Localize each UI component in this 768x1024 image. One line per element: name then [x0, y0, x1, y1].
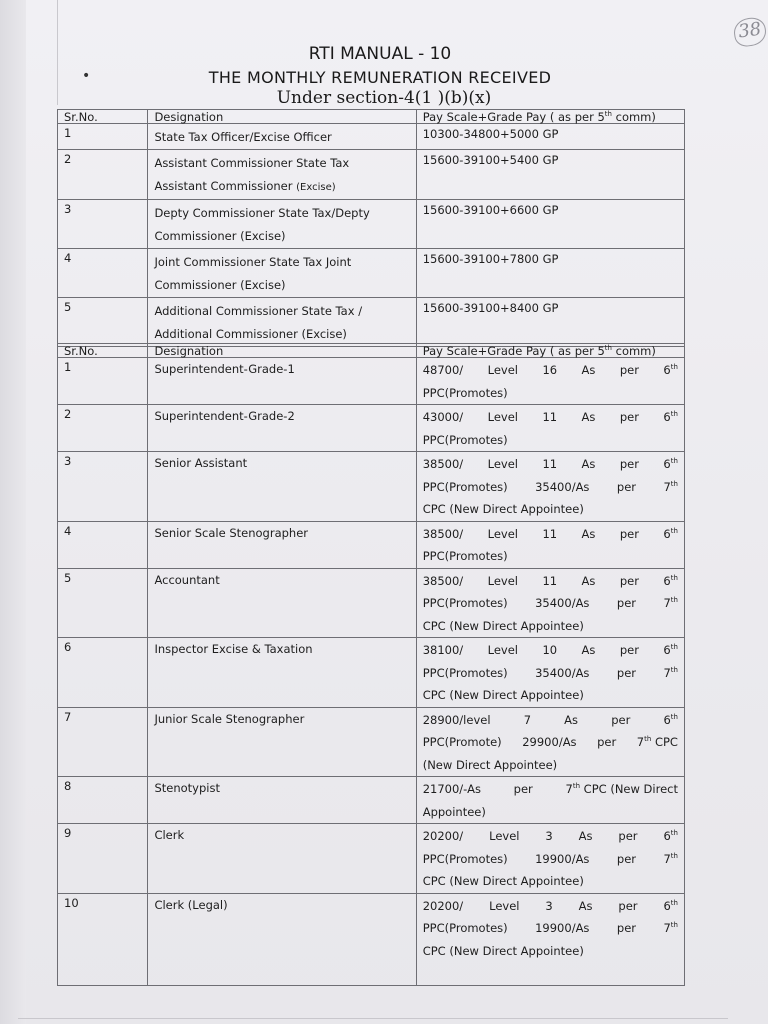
designation-cell: Superintendent-Grade-2 [148, 405, 416, 452]
pay-scale-word: 7th [663, 851, 678, 866]
ordinal-suffix: th [670, 921, 678, 929]
header-sr-no: Sr.No. [58, 344, 148, 358]
header-pay-text-end: comm) [611, 110, 656, 124]
pay-scale-line [423, 870, 678, 893]
pay-scale-cell: 15600-39100+6600 GP [416, 200, 684, 249]
remuneration-table-staff [57, 343, 685, 986]
pay-scale-word: Level [487, 526, 518, 541]
pay-scale-word: per [611, 712, 631, 727]
pay-scale-text: CPC (New Direct Appointee) [422, 688, 584, 702]
table-header-row [58, 344, 685, 358]
sr-no-cell: 9 [58, 824, 148, 894]
pay-scale-word: per [616, 596, 636, 610]
pay-scale-word: PPC(Promotes) [422, 479, 508, 494]
pay-scale-word: 16 [542, 363, 558, 377]
pay-scale-cell [416, 707, 684, 777]
ordinal-suffix: th [670, 410, 678, 418]
pay-scale-word: As [581, 573, 596, 588]
sr-no-cell: 7 [58, 707, 148, 777]
document-section: Under section-4(1 )(b)(x) [276, 88, 492, 108]
pay-scale-line [423, 778, 678, 801]
pay-scale-line [423, 406, 678, 429]
pay-scale-word: 43000/ [422, 410, 464, 424]
pay-scale-cell: 15600-39100+8400 GP [416, 298, 684, 347]
pay-scale-cell [416, 568, 684, 638]
sr-no-cell: 6 [58, 638, 148, 708]
pay-scale-word: 38500/ [422, 526, 464, 541]
pay-scale-word: PPC(Promote) [422, 735, 502, 749]
pay-scale-text [423, 406, 678, 429]
pay-scale-line [423, 592, 678, 615]
pay-scale-line [423, 731, 678, 754]
pay-scale-cell [416, 358, 684, 405]
pay-scale-line [423, 825, 678, 848]
pay-scale-word: per [619, 410, 639, 424]
pay-scale-word: 11 [542, 410, 558, 424]
pay-scale-word: 6th [663, 643, 678, 657]
designation-cell: State Tax Officer/Excise Officer [148, 124, 416, 150]
header-pay-text-end: comm) [611, 344, 656, 358]
pay-scale-word: 3 [545, 898, 553, 913]
ordinal-suffix: th [670, 712, 678, 721]
pay-scale-word: 20200/ [422, 829, 464, 843]
designation-line-suffix: (Excise) [296, 182, 336, 193]
pay-scale-word: 38500/ [422, 573, 464, 588]
designation-line: Joint Commissioner State Tax Joint [154, 255, 352, 269]
ordinal-suffix: th [670, 573, 678, 582]
pay-scale-text [423, 359, 678, 382]
pay-scale-word: 19900/As [535, 921, 590, 935]
pay-scale-word: As [581, 457, 596, 471]
ordinal-suffix: th [572, 782, 581, 790]
stray-ink-mark: • [82, 68, 91, 84]
pay-scale-word: per [618, 898, 638, 913]
page-fold-shadow [0, 0, 26, 1024]
pay-scale-word: per [619, 526, 639, 541]
sr-no-cell: 8 [58, 777, 148, 824]
designation-cell [148, 249, 416, 298]
pay-scale-line [423, 917, 678, 940]
pay-scale-word: 7th CPC [636, 735, 678, 749]
pay-scale-word: Level [487, 573, 518, 588]
designation-cell: Senior Assistant [148, 452, 416, 522]
pay-scale-text: PPC(Promotes) [422, 432, 508, 447]
pay-scale-cell [416, 893, 684, 985]
pay-scale-word: per [619, 573, 639, 588]
pay-scale-text: PPC(Promotes) [422, 549, 508, 563]
pay-scale-word: per [619, 643, 639, 657]
table-row [58, 124, 685, 150]
sr-no-cell: 2 [58, 405, 148, 452]
pay-scale-cell [416, 452, 684, 522]
table-row [58, 249, 685, 298]
table-row [58, 777, 685, 824]
table-row [58, 150, 685, 200]
pay-scale-word: Level [487, 363, 518, 377]
document-title: RTI MANUAL - 10 [308, 44, 452, 64]
pay-scale-word: 6th [663, 410, 678, 424]
pay-scale-text [423, 917, 678, 940]
header-sr-no: Sr.No. [58, 110, 148, 124]
pay-scale-word: per [513, 782, 533, 796]
pay-scale-line [423, 429, 678, 452]
pay-scale-text [423, 731, 678, 754]
ordinal-suffix: th [670, 526, 678, 535]
pay-scale-text [423, 592, 678, 615]
pay-scale-word: 6th [663, 712, 678, 727]
header-pay-text: Pay Scale+Grade Pay ( as per 5 [422, 344, 605, 358]
pay-scale-word: 10 [542, 643, 558, 657]
ordinal-suffix: th [670, 363, 678, 371]
pay-scale-text: CPC (New Direct Appointee) [422, 943, 584, 958]
pay-scale-line [423, 801, 678, 824]
pay-scale-word: per [618, 829, 638, 843]
header-pay-sup: th [604, 110, 612, 118]
designation-cell: Stenotypist [148, 777, 416, 824]
designation-cell: Junior Scale Stenographer [148, 707, 416, 777]
pay-scale-text: CPC (New Direct Appointee) [422, 874, 584, 888]
designation-line: Commissioner (Excise) [154, 229, 286, 243]
designation-cell: Senior Scale Stenographer [148, 521, 416, 568]
pay-scale-word: 19900/As [535, 851, 590, 866]
table-row [58, 893, 685, 985]
pay-scale-word: 35400/As [535, 596, 590, 610]
header-pay-sup: th [604, 344, 612, 352]
pay-scale-word: 6th [663, 363, 678, 377]
pay-scale-line [423, 684, 678, 707]
pay-scale-word: 35400/As [535, 479, 590, 494]
pay-scale-word: 7th [663, 921, 678, 935]
pay-scale-word: 11 [542, 526, 558, 541]
pay-scale-cell [416, 638, 684, 708]
pay-scale-word: 6th [663, 573, 678, 588]
pay-scale-word: As [581, 410, 596, 424]
pay-scale-text: Appointee) [422, 804, 486, 819]
pay-scale-word: 11 [542, 457, 558, 471]
pay-scale-word: PPC(Promotes) [422, 665, 508, 680]
pay-scale-cell: 15600-39100+5400 GP [416, 150, 684, 200]
designation-cell: Inspector Excise & Taxation [148, 638, 416, 708]
pay-scale-word: 21700/-As [422, 782, 481, 796]
table-header-row [58, 110, 685, 124]
ordinal-suffix: th [670, 665, 678, 674]
pay-scale-word: 7th [663, 665, 678, 680]
table-row [58, 200, 685, 249]
pay-scale-line [423, 709, 678, 732]
pay-scale-word: 29900/As [522, 735, 577, 749]
designation-cell [148, 150, 416, 200]
pay-scale-text [423, 523, 678, 546]
pay-scale-line [423, 570, 678, 593]
pay-scale-word: As [578, 898, 593, 913]
pay-scale-text [423, 639, 678, 662]
pay-scale-word: As [578, 829, 593, 843]
pay-scale-word: 28900/level [422, 712, 491, 727]
pay-scale-line [423, 382, 678, 405]
ordinal-suffix: th [670, 479, 678, 488]
header-designation: Designation [148, 344, 416, 358]
pay-scale-line [423, 940, 678, 963]
table-row [58, 358, 685, 405]
pay-scale-word: PPC(Promotes) [422, 851, 508, 866]
pay-scale-word: 6th [663, 457, 678, 471]
pay-scale-text: (New Direct Appointee) [422, 757, 558, 772]
pay-scale-word: 35400/As [535, 665, 590, 680]
pay-scale-word: per [597, 735, 617, 749]
pay-scale-word: 7th [663, 479, 678, 494]
pay-scale-cell: 15600-39100+7800 GP [416, 249, 684, 298]
ordinal-suffix: th [644, 735, 652, 743]
designation-line: Commissioner (Excise) [154, 278, 286, 292]
pay-scale-cell [416, 521, 684, 568]
pay-scale-word: As [581, 526, 596, 541]
pay-scale-word: per [616, 665, 636, 680]
handwritten-page-number: 38 [732, 16, 768, 48]
sr-no-cell: 3 [58, 452, 148, 522]
pay-scale-text [423, 709, 678, 732]
ordinal-suffix: th [670, 829, 678, 837]
ordinal-suffix: th [670, 457, 678, 465]
pay-scale-line [423, 476, 678, 499]
pay-scale-word: 7 [523, 712, 532, 727]
pay-scale-cell [416, 824, 684, 894]
pay-scale-word: per [619, 363, 639, 377]
pay-scale-line [423, 523, 678, 546]
pay-scale-word: 20200/ [422, 898, 464, 913]
header-pay-scale [416, 344, 684, 358]
pay-scale-cell [416, 405, 684, 452]
designation-line: Additional Commissioner State Tax / [154, 304, 363, 318]
pay-scale-line [423, 453, 678, 476]
pay-scale-line [423, 359, 678, 382]
pay-scale-word: per [616, 851, 636, 866]
pay-scale-word: 48700/ [422, 363, 464, 377]
pay-scale-word: 11 [542, 573, 558, 588]
bottom-edge-line [18, 1018, 728, 1019]
sr-no-cell: 10 [58, 893, 148, 985]
sr-no-cell: 4 [58, 249, 148, 298]
sr-no-cell: 5 [58, 568, 148, 638]
table-row [58, 298, 685, 347]
pay-scale-word: Level [489, 898, 520, 913]
pay-scale-word: Level [489, 829, 520, 843]
pay-scale-text [423, 825, 678, 848]
remuneration-table-officers [57, 109, 685, 347]
pay-scale-word: 38100/ [422, 643, 464, 657]
pay-scale-line [423, 615, 678, 638]
ordinal-suffix: th [670, 898, 678, 907]
designation-cell [148, 200, 416, 249]
pay-scale-word: 6th [663, 898, 678, 913]
pay-scale-word: 6th [663, 829, 678, 843]
designation-cell: Superintendent-Grade-1 [148, 358, 416, 405]
sr-no-cell: 2 [58, 150, 148, 200]
pay-scale-text: PPC(Promotes) [422, 385, 508, 400]
pay-scale-line [423, 895, 678, 918]
ordinal-suffix: th [670, 643, 678, 651]
header-pay-scale [416, 110, 684, 124]
sr-no-cell: 5 [58, 298, 148, 347]
sr-no-cell: 4 [58, 521, 148, 568]
header-pay-text: Pay Scale+Grade Pay ( as per 5 [422, 110, 605, 124]
pay-scale-word: 3 [545, 829, 553, 843]
pay-scale-line [423, 848, 678, 871]
pay-scale-text [423, 570, 678, 593]
pay-scale-word: 38500/ [422, 457, 464, 471]
table-row [58, 638, 685, 708]
pay-scale-line [423, 498, 678, 521]
pay-scale-line [423, 545, 678, 568]
designation-cell: Clerk (Legal) [148, 893, 416, 985]
pay-scale-word: As [581, 643, 596, 657]
pay-scale-word: As [564, 712, 579, 727]
pay-scale-word: PPC(Promotes) [422, 921, 508, 935]
designation-line: Additional Commissioner (Excise) [154, 327, 347, 341]
pay-scale-word: per [616, 921, 636, 935]
table-row [58, 452, 685, 522]
pay-scale-text [423, 848, 678, 871]
header-designation: Designation [148, 110, 416, 124]
table2-body [58, 358, 685, 986]
designation-line: Assistant Commissioner [154, 179, 293, 193]
table-row [58, 568, 685, 638]
pay-scale-text: CPC (New Direct Appointee) [422, 618, 584, 633]
table-row [58, 824, 685, 894]
designation-line: Assistant Commissioner State Tax [154, 156, 350, 170]
pay-scale-tail: CPC [651, 735, 678, 749]
sr-no-cell: 1 [58, 358, 148, 405]
pay-scale-word: per [619, 457, 639, 471]
table-row [58, 707, 685, 777]
pay-scale-tail: CPC (New Direct [580, 782, 678, 796]
pay-scale-word: per [616, 479, 636, 494]
pay-scale-word: Level [487, 457, 518, 471]
table-row [58, 521, 685, 568]
table-row [58, 405, 685, 452]
pay-scale-word: 7th CPC (New Direct [565, 782, 678, 796]
pay-scale-word: 7th [663, 596, 678, 610]
pay-scale-text [423, 778, 678, 801]
pay-scale-word: Level [487, 410, 518, 424]
designation-cell: Clerk [148, 824, 416, 894]
pay-scale-cell: 10300-34800+5000 GP [416, 124, 684, 150]
pay-scale-text [423, 476, 678, 499]
pay-scale-line [423, 754, 678, 777]
pay-scale-word: Level [487, 643, 518, 657]
pay-scale-word: 6th [663, 526, 678, 541]
sr-no-cell: 1 [58, 124, 148, 150]
pay-scale-text [423, 453, 678, 476]
document-subtitle: THE MONTHLY REMUNERATION RECEIVED [208, 68, 552, 87]
pay-scale-word: PPC(Promotes) [422, 596, 508, 610]
designation-line: Depty Commissioner State Tax/Depty [154, 206, 370, 220]
pay-scale-line [423, 662, 678, 685]
sr-no-cell: 3 [58, 200, 148, 249]
designation-cell: Accountant [148, 568, 416, 638]
pay-scale-text: CPC (New Direct Appointee) [422, 502, 584, 516]
ordinal-suffix: th [670, 596, 678, 604]
designation-cell [148, 298, 416, 347]
pay-scale-word: As [581, 363, 596, 377]
pay-scale-text [423, 895, 678, 918]
pay-scale-line [423, 639, 678, 662]
pay-scale-cell [416, 777, 684, 824]
ordinal-suffix: th [670, 851, 678, 860]
pay-scale-text [423, 662, 678, 685]
